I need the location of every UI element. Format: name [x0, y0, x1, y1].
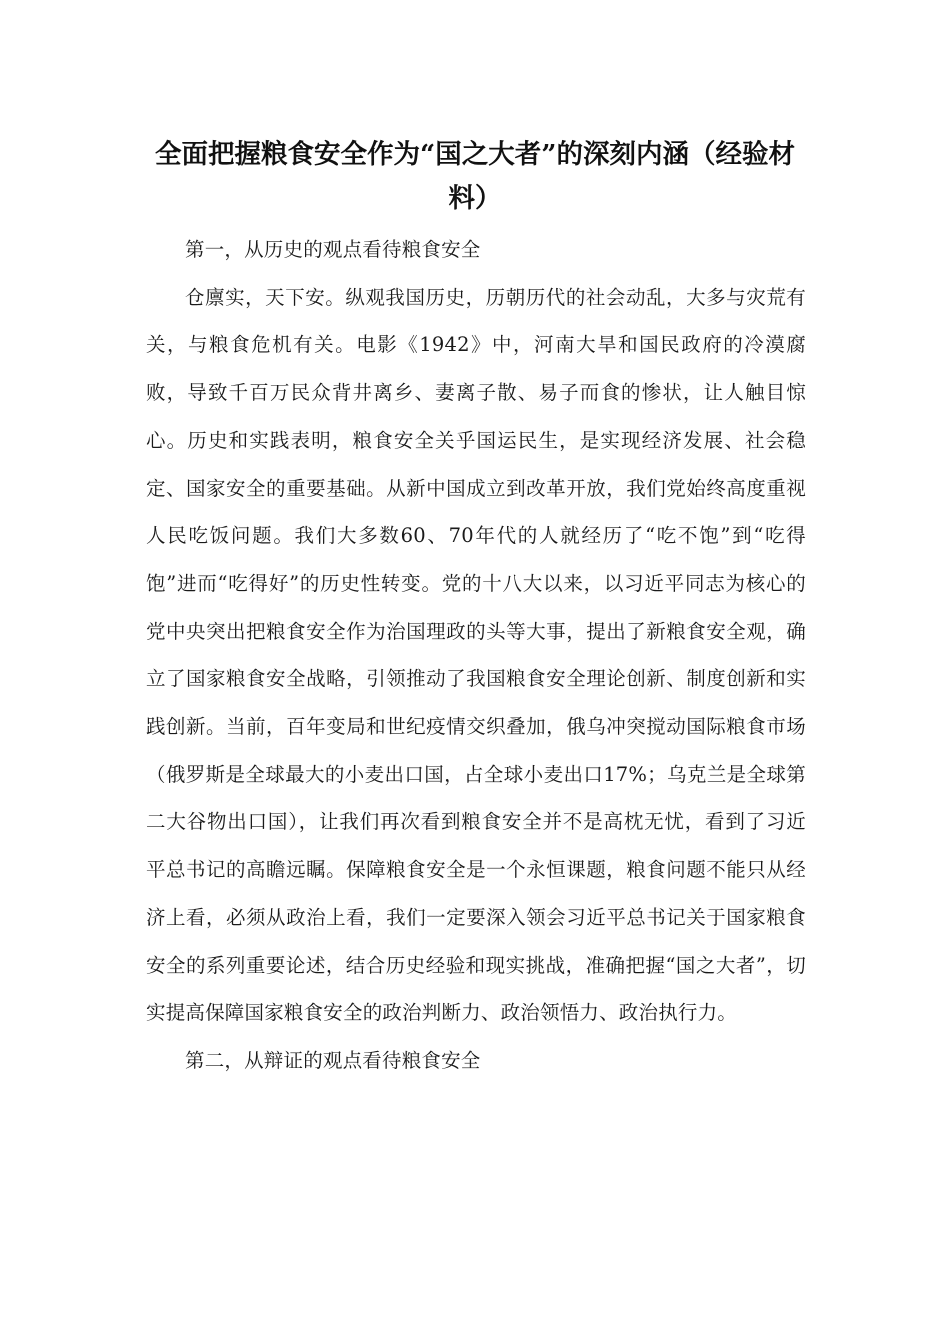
- section-heading-2: 第二，从辩证的观点看待粮食安全: [185, 1048, 481, 1072]
- document-title: 全面把握粮食安全作为“国之大者”的深刻内涵（经验材料）: [155, 139, 795, 214]
- document-body: [146, 226, 806, 1085]
- section-paragraph-1: 仓廪实，天下安。纵观我国历史，历朝历代的社会动乱，大多与灾荒有关，与粮食危机有关。电影《1942》中，河南大旱和国民政府的冷漠腐败，导致千百万民众背井离乡、妻离子散、易子而食的惨状，让人触目惊心。历史和实践表明，粮食安全关乎国运民生，是实现经济发展、社会稳定、国家安全的重要基础。从新中国成立到改革开放，我们党始终高度重视人民吃饭问题。我们大多数60、70年代的人就经历了“吃不饱”到“吃得饱”进而“吃得好”的历史性转变。党的十八大以来，以习近平同志为核心的党中央突出把粮食安全作为治国理政的头等大事，提出了新粮食安全观，确立了国家粮食安全战略，引领推动了我国粮食安全理论创新、制度创新和实践创新。当前，百年变局和世纪疫情交织叠加，俄乌冲突搅动国际粮食市场（俄罗斯是全球最大的小麦出口国，占全球小麦出口17%；乌克兰是全球第二大谷物出口国），让我们再次看到粮食安全并不是高枕无忧，看到了习近平总书记的高瞻远瞩。保障粮食安全是一个永恒课题，粮食问题不能只从经济上看，必须从政治上看，我们一定要深入领会习近平总书记关于国家粮食安全的系列重要论述，结合历史经验和现实挑战，准确把握“国之大者”，切实提高保障国家粮食安全的政治判断力、政治领悟力、政治执行力。: [146, 285, 806, 1025]
- section-heading-1: 第一，从历史的观点看待粮食安全: [185, 238, 481, 261]
